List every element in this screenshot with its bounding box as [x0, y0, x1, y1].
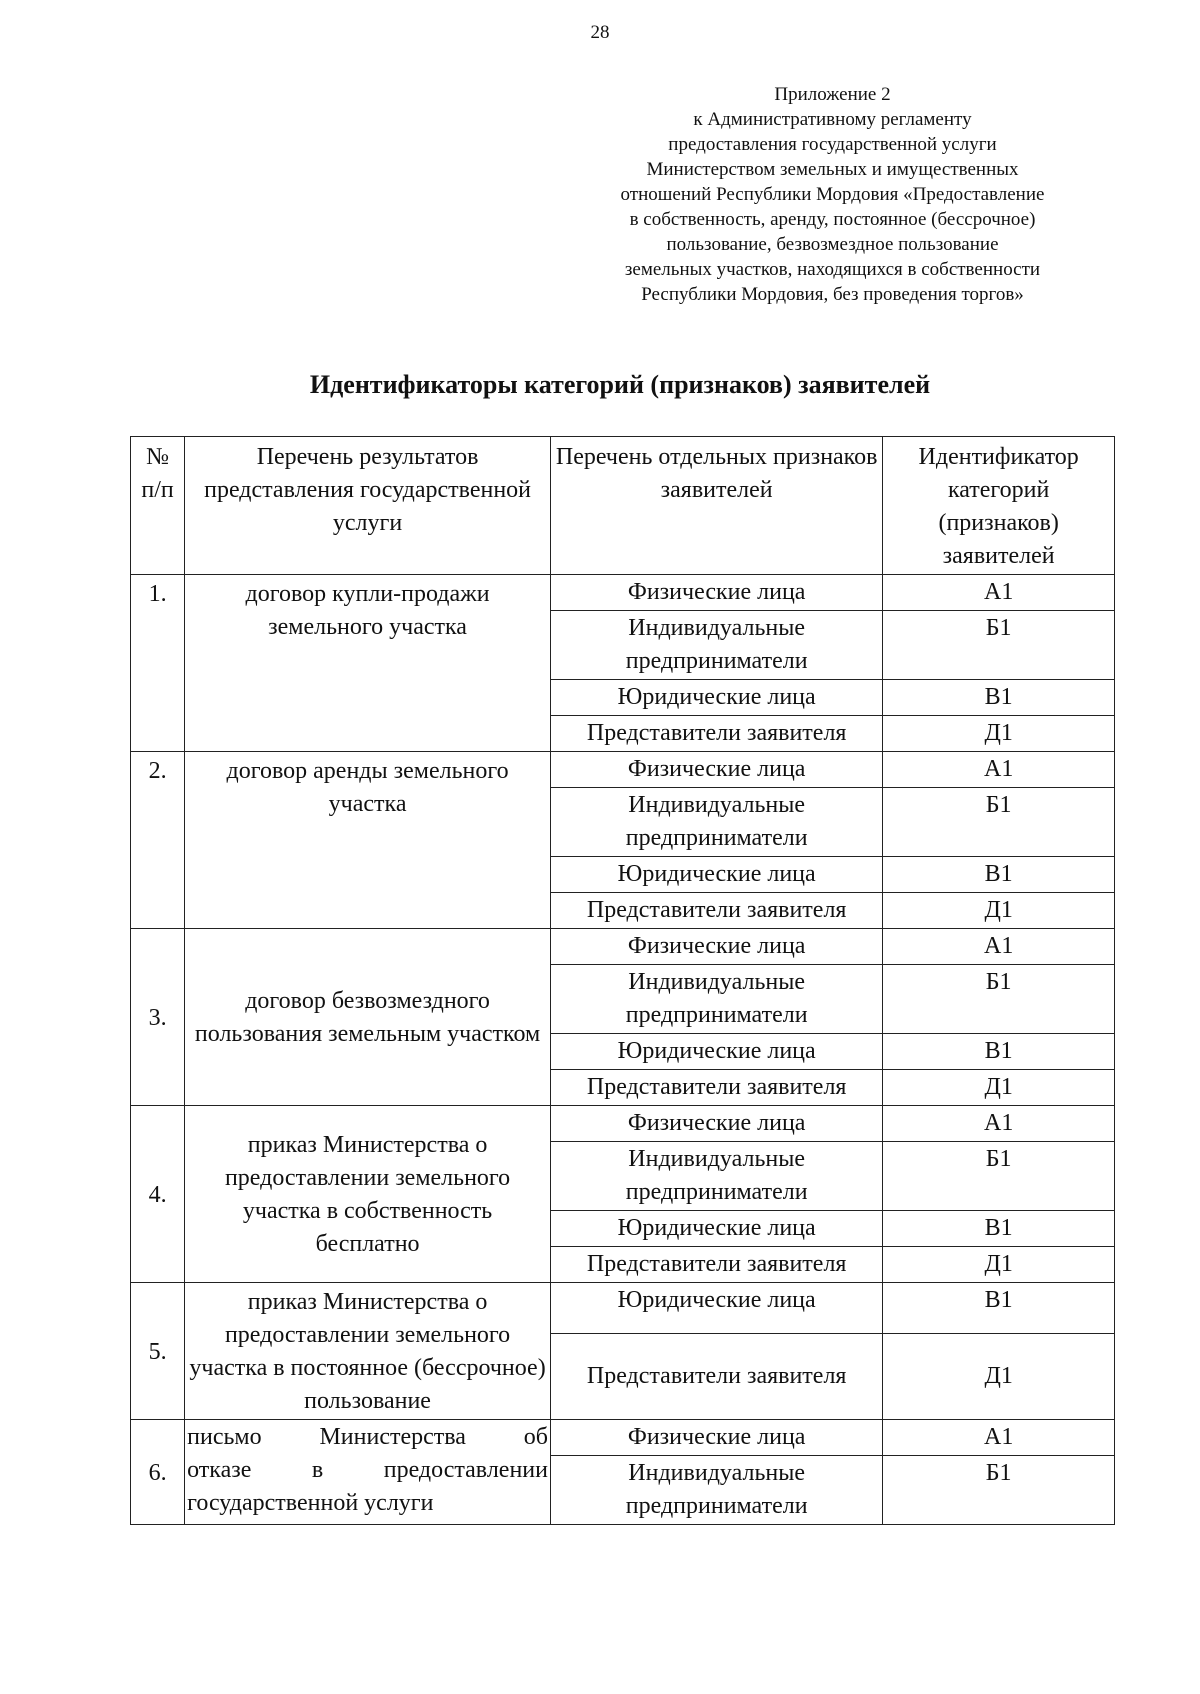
result-cell: приказ Министерства о предоставлении земельного участка в собственность бесплатно	[185, 1106, 551, 1283]
identifier-cell: Д1	[883, 1247, 1115, 1283]
feature-cell: Представители заявителя	[551, 716, 883, 752]
appendix-header	[540, 82, 1125, 307]
result-line: отказе в предоставлении	[187, 1457, 548, 1483]
result-cell: договор купли-продажи земельного участка	[185, 575, 551, 752]
identifier-cell: В1	[883, 680, 1115, 716]
table-row	[131, 1106, 1115, 1142]
identifier-cell: В1	[883, 1034, 1115, 1070]
appendix-line: Приложение 2	[774, 84, 891, 105]
identifiers-table	[130, 436, 1115, 1525]
identifier-cell: Д1	[883, 1334, 1115, 1420]
feature-cell: Представители заявителя	[551, 1334, 883, 1420]
header-identifier: Идентификатор категорий (признаков) заявителей	[883, 437, 1115, 575]
header-num: № п/п	[131, 437, 185, 575]
identifier-cell: В1	[883, 1283, 1115, 1334]
appendix-line: Министерством земельных и имущественных	[646, 159, 1019, 180]
feature-cell: Физические лица	[551, 752, 883, 788]
identifier-cell: А1	[883, 752, 1115, 788]
result-cell	[185, 1420, 551, 1525]
identifier-cell: А1	[883, 1420, 1115, 1456]
appendix-line: в собственность, аренду, постоянное (бессрочное)	[629, 209, 1036, 230]
feature-cell: Индивидуальные предприниматели	[551, 965, 883, 1034]
page-number: 28	[590, 22, 610, 43]
feature-cell: Индивидуальные предприниматели	[551, 611, 883, 680]
identifier-cell: Д1	[883, 716, 1115, 752]
table-header-row	[131, 437, 1115, 575]
table-row	[131, 929, 1115, 965]
appendix-line: земельных участков, находящихся в собственности	[624, 259, 1041, 280]
appendix-line: пользование, безвозмездное пользование	[666, 234, 999, 255]
feature-cell: Представители заявителя	[551, 1247, 883, 1283]
identifier-cell: В1	[883, 857, 1115, 893]
feature-cell: Физические лица	[551, 575, 883, 611]
result-cell: приказ Министерства о предоставлении земельного участка в постоянное (бессрочное) пользование	[185, 1283, 551, 1420]
header-features: Перечень отдельных признаков заявителей	[551, 437, 883, 575]
row-number: 4.	[131, 1106, 185, 1283]
identifier-cell: А1	[883, 1106, 1115, 1142]
feature-cell: Юридические лица	[551, 1283, 883, 1334]
table-row	[131, 1420, 1115, 1456]
table-row	[131, 575, 1115, 611]
row-number: 5.	[131, 1283, 185, 1420]
appendix-line: отношений Республики Мордовия «Предоставление	[620, 184, 1045, 205]
row-number: 2.	[131, 752, 185, 929]
row-number: 3.	[131, 929, 185, 1106]
appendix-line: Республики Мордовия, без проведения торгов»	[641, 284, 1024, 305]
feature-cell: Юридические лица	[551, 1034, 883, 1070]
appendix-line: к Административному регламенту	[693, 109, 972, 130]
feature-cell: Юридические лица	[551, 680, 883, 716]
table-row	[131, 1283, 1115, 1334]
row-number: 1.	[131, 575, 185, 752]
feature-cell: Представители заявителя	[551, 1070, 883, 1106]
result-cell: договор аренды земельного участка	[185, 752, 551, 929]
header-result: Перечень результатов представления государственной услуги	[185, 437, 551, 575]
identifier-cell: Б1	[883, 788, 1115, 857]
feature-cell: Физические лица	[551, 929, 883, 965]
identifier-cell: А1	[883, 929, 1115, 965]
feature-cell: Юридические лица	[551, 1211, 883, 1247]
feature-cell: Индивидуальные предприниматели	[551, 788, 883, 857]
identifier-cell: А1	[883, 575, 1115, 611]
result-cell: договор безвозмездного пользования земельным участком	[185, 929, 551, 1106]
row-number: 6.	[131, 1420, 185, 1525]
identifier-cell: Б1	[883, 611, 1115, 680]
appendix-line: предоставления государственной услуги	[668, 134, 997, 155]
identifier-cell: Б1	[883, 965, 1115, 1034]
identifier-cell: Б1	[883, 1456, 1115, 1525]
feature-cell: Физические лица	[551, 1420, 883, 1456]
feature-cell: Индивидуальные предприниматели	[551, 1142, 883, 1211]
result-line: письмо Министерства об	[187, 1424, 548, 1450]
feature-cell: Представители заявителя	[551, 893, 883, 929]
feature-cell: Индивидуальные предприниматели	[551, 1456, 883, 1525]
identifier-cell: Б1	[883, 1142, 1115, 1211]
identifier-cell: Д1	[883, 1070, 1115, 1106]
identifier-cell: В1	[883, 1211, 1115, 1247]
document-title: Идентификаторы категорий (признаков) заявителей	[309, 370, 931, 399]
result-line: государственной услуги	[187, 1490, 434, 1516]
table-row	[131, 752, 1115, 788]
identifier-cell: Д1	[883, 893, 1115, 929]
feature-cell: Юридические лица	[551, 857, 883, 893]
feature-cell: Физические лица	[551, 1106, 883, 1142]
